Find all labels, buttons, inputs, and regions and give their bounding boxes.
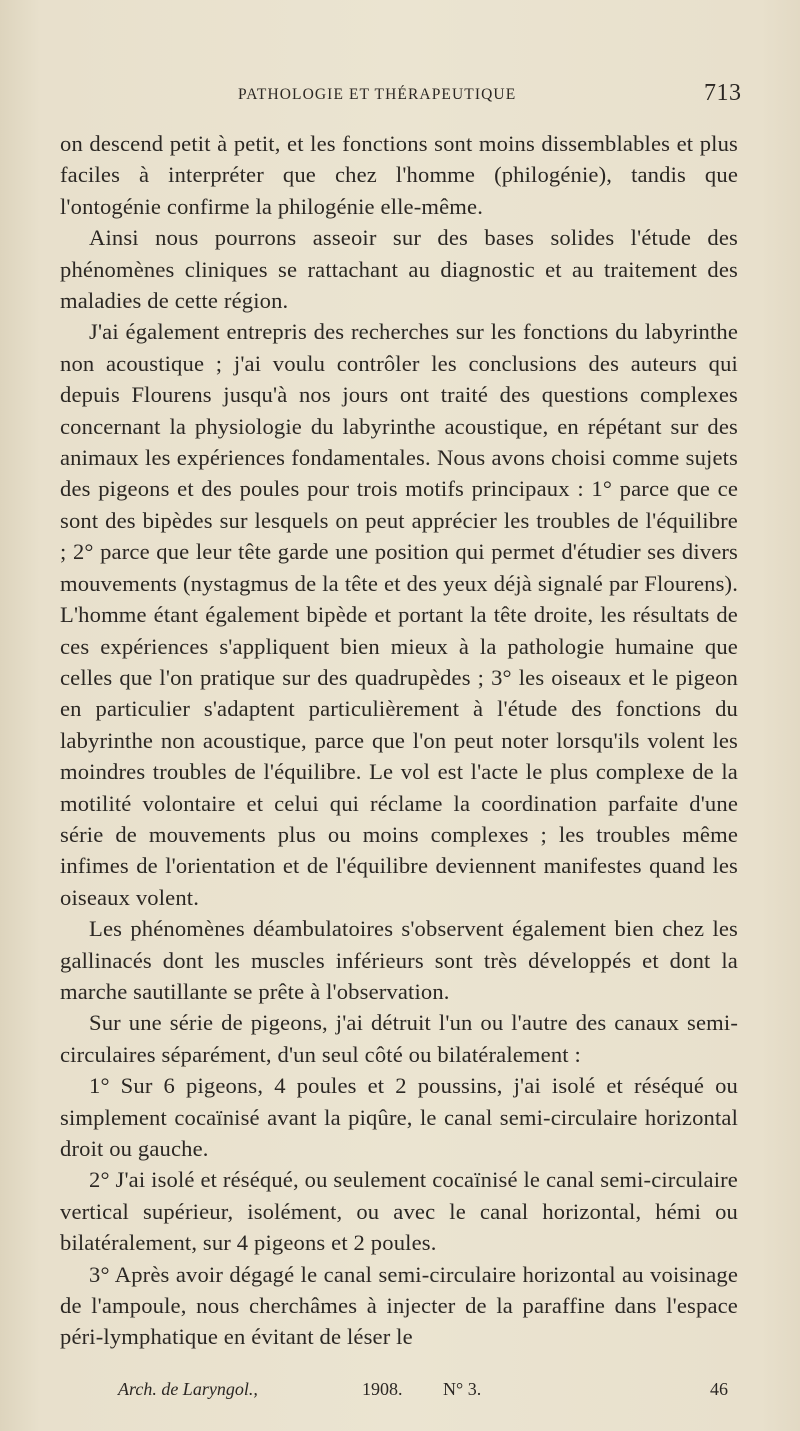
page-footer: [0, 1379, 800, 1409]
paragraph-8: 3° Après avoir dégagé le canal semi-circulaire horizontal au voisinage de l'ampoule, nous cherchâmes à injecter de la paraffine dans l'espace péri-lymphatique en évitant de léser le: [60, 1261, 738, 1350]
journal-issue: N° 3.: [443, 1379, 482, 1399]
body-text: [60, 128, 738, 1353]
page-number: 713: [704, 80, 742, 106]
journal-year: 1908.: [362, 1379, 403, 1399]
signature-mark: 46: [710, 1379, 728, 1399]
paragraph-4: Les phénomènes déambulatoires s'observent également bien chez les gallinacés dont les muscles inférieurs sont très développés et dont la marche sautillante se prête à l'observation.: [60, 916, 738, 1004]
journal-title: Arch. de Laryngol.,: [118, 1379, 258, 1399]
paragraph-5: Sur une série de pigeons, j'ai détruit l'un ou l'autre des canaux semi-circulaires séparément, d'un seul côté ou bilatéralement :: [60, 1010, 738, 1067]
running-title: PATHOLOGIE ET THÉRAPEUTIQUE: [238, 86, 517, 103]
paragraph-2: Ainsi nous pourrons asseoir sur des bases solides l'étude des phénomènes cliniques se rattachant au diagnostic et au traitement des maladies de cette région.: [60, 225, 738, 314]
paragraph-1: on descend petit à petit, et les fonctions sont moins dissemblables et plus faciles à interpréter que chez l'homme (philogénie), tandis que l'ontogénie confirme la philogénie elle-même.: [60, 131, 738, 219]
page-header: [0, 80, 800, 114]
paragraph-6: 1° Sur 6 pigeons, 4 poules et 2 poussins, j'ai isolé et réséqué ou simplement cocaïnisé avant la piqûre, le canal semi-circulaire horizontal droit ou gauche.: [60, 1073, 738, 1161]
paragraph-3: J'ai également entrepris des recherches sur les fonctions du labyrinthe non acoustique ; j'ai voulu contrôler les conclusions des auteurs qui depuis Flourens jusqu'à nos jours ont traité des questions complexes concernant la physiologie du labyrinthe acoustique, en répétant sur des animaux les expériences fondamentales. Nous avons choisi comme sujets des pigeons et des poules pour trois motifs principaux : 1° parce que ce sont des bipèdes sur lesquels on peut apprécier les troubles de l'équilibre ; 2° parce que leur tête garde une position qui permet d'étudier ses divers mouvements (nystagmus de la tête et des yeux déjà signalé par Flourens). L'homme étant également bipède et portant la tête droite, les résultats de ces expériences s'appliquent bien mieux à la pathologie humaine que celles que l'on pratique sur des quadrupèdes ; 3° les oiseaux et le pigeon en particulier s'adaptent particulièrement à l'étude des fonctions du labyrinthe non acoustique, parce que l'on peut noter lorsqu'ils volent les moindres troubles de l'équilibre. Le vol est l'acte le plus complexe de la motilité volontaire et celui qui réclame la coordination parfaite d'une série de mouvements plus ou moins complexes ; les troubles même infimes de l'orientation et de l'équilibre deviennent manifestes quand les oiseaux volent.: [60, 319, 738, 910]
paragraph-7: 2° J'ai isolé et réséqué, ou seulement cocaïnisé le canal semi-circulaire vertical supérieur, isolément, ou avec le canal horizontal, hémi ou bilatéralement, sur 4 pigeons et 2 poules.: [60, 1167, 738, 1256]
